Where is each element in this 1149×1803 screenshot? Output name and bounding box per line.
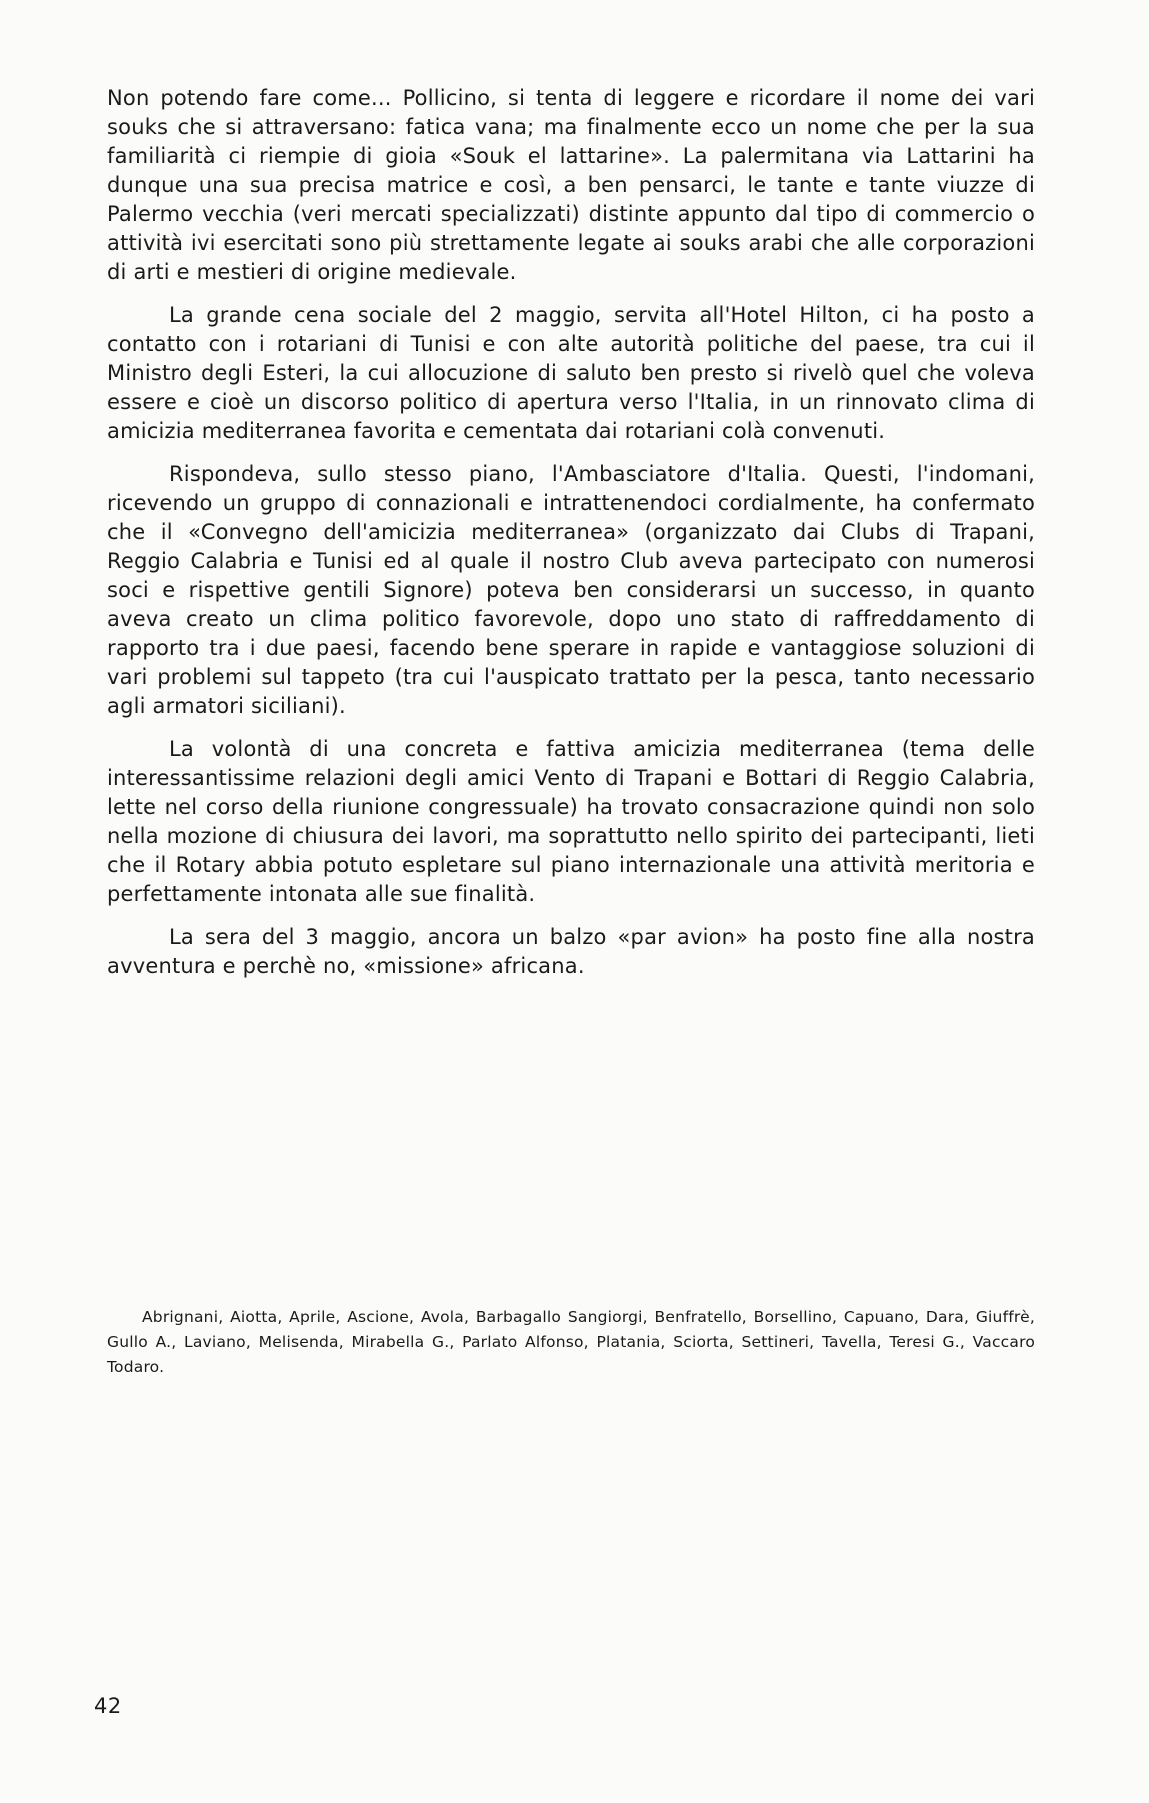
participants-list: Abrignani, Aiotta, Aprile, Ascione, Avola, Barbagallo Sangiorgi, Benfratello, Borsellino, Capuano, Dara, Giuffrè, Gullo A., Laviano, Melisenda, Mirabella G., Parlato Alfonso, Platania, Sciorta, Settineri, Tavella, Teresi G., Vaccaro Todaro.	[107, 1308, 1035, 1376]
paragraph-friendship: La volontà di una concreta e fattiva amicizia mediterranea (tema delle interessantissime relazioni degli amici Vento di Trapani e Bottari di Reggio Calabria, lette nel corso della riunione congressuale) ha trovato consacrazione quindi non solo nella mozione di chiusura dei lavori, ma soprattutto nello spirito dei partecipanti, lieti che il Rotary abbia potuto espletare sul piano internazionale una attività meritoria e perfettamente intonata alle sue finalità.	[107, 737, 1035, 906]
paragraph-gala-dinner: La grande cena sociale del 2 maggio, servita all'Hotel Hilton, ci ha posto a contatto con i rotariani di Tunisi e con alte autorità politiche del paese, tra cui il Ministro degli Esteri, la cui allocuzione di saluto ben presto si rivelò quel che voleva essere e cioè un discorso politico di apertura verso l'Italia, in un rinnovato clima di amicizia mediterranea favorita e cementata dai rotariani colà convenuti.	[107, 303, 1035, 443]
page-body	[107, 84, 1035, 995]
paragraph-return: La sera del 3 maggio, ancora un balzo «par avion» ha posto fine alla nostra avventura e perchè no, «missione» africana.	[107, 925, 1035, 978]
page-number: 42	[94, 1694, 122, 1718]
paragraph-ambassador: Rispondeva, sullo stesso piano, l'Ambasciatore d'Italia. Questi, l'indomani, ricevendo un gruppo di connazionali e intrattenendoci cordialmente, ha confermato che il «Convegno dell'amicizia mediterranea» (organizzato dai Clubs di Trapani, Reggio Calabria e Tunisi ed al quale il nostro Club aveva partecipato con numerosi soci e rispettive gentili Signore) poteva ben considerarsi un successo, in quanto aveva creato un clima politico favorevole, dopo uno stato di raffreddamento di rapporto tra i due paesi, facendo bene sperare in rapide e vantaggiose soluzioni di vari problemi sul tappeto (tra cui l'auspicato trattato per la pesca, tanto necessario agli armatori siciliani).	[107, 462, 1035, 718]
paragraph-souks: Non potendo fare come... Pollicino, si tenta di leggere e ricordare il nome dei vari souks che si attraversano: fatica vana; ma finalmente ecco un nome che per la sua familiarità ci riempie di gioia «Souk el lattarine». La palermitana via Lattarini ha dunque una sua precisa matrice e così, a ben pensarci, le tante e tante viuzze di Palermo vecchia (veri mercati specializzati) distinte appunto dal tipo di commercio o attività ivi esercitati sono più strettamente legate ai souks arabi che alle corporazioni di arti e mestieri di origine medievale.	[107, 86, 1035, 284]
